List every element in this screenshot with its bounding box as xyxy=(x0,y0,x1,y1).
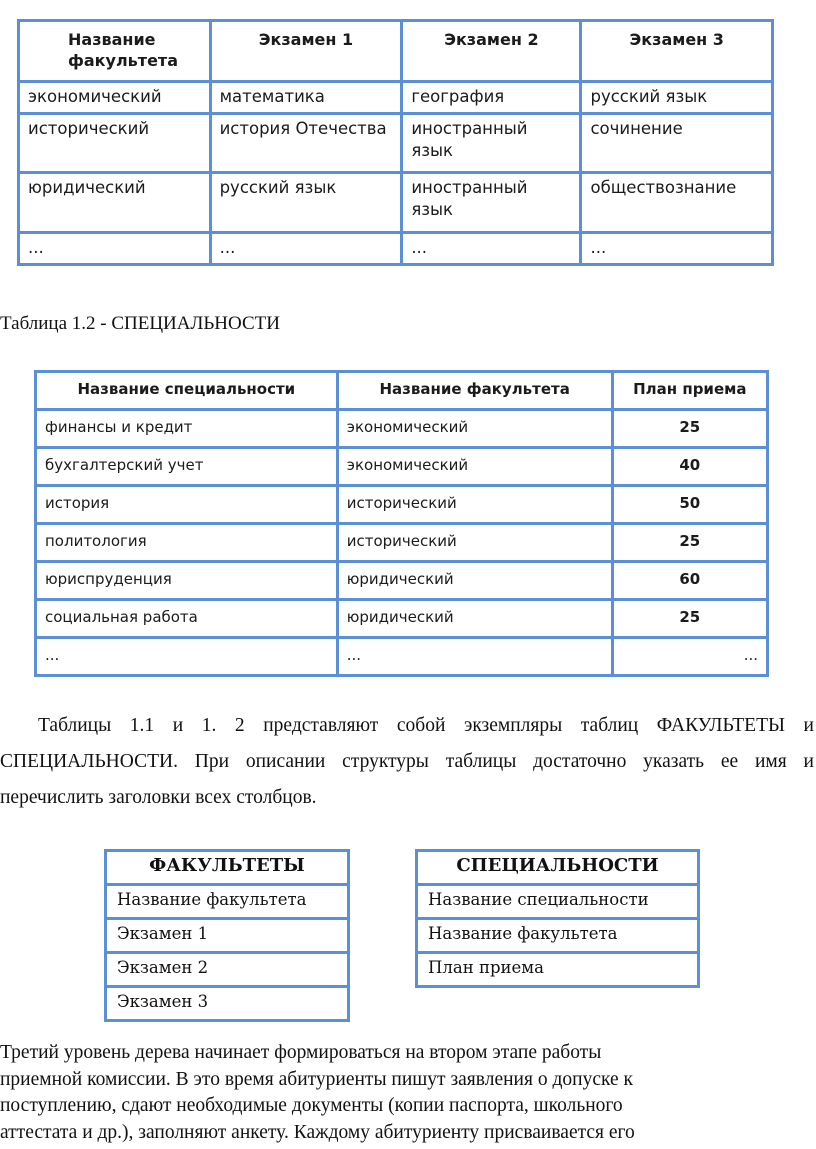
table-cell: политология xyxy=(36,524,338,562)
table-cell: юридический xyxy=(337,562,612,600)
specialties-schema xyxy=(415,849,700,988)
table-cell: бухгалтерский учет xyxy=(36,448,338,486)
table-cell: 40 xyxy=(612,448,767,486)
table-cell: история xyxy=(36,486,338,524)
table-row xyxy=(36,486,768,524)
paragraph-line: аттестата и др.), заполняют анкету. Каждому абитуриенту присваивается его xyxy=(0,1121,635,1143)
table-cell: социальная работа xyxy=(36,600,338,638)
schema-field: Название факультета xyxy=(417,919,699,953)
table-cell: исторический xyxy=(337,486,612,524)
table-cell: экономический xyxy=(337,448,612,486)
table-cell: обществознание xyxy=(581,173,773,233)
table-row xyxy=(36,562,768,600)
table-cell: сочинение xyxy=(581,114,773,173)
paragraph-text: Таблицы 1.1 и 1. 2 представляют собой экземпляры таблиц ФАКУЛЬТЕТЫ и СПЕЦИАЛЬНОСТИ. При описании структуры таблицы достаточно указать ее имя и перечислить заголовки всех столбцов. xyxy=(0,715,814,808)
table-cell: история Отечества xyxy=(210,114,402,173)
table-cell: 25 xyxy=(612,524,767,562)
paragraph-line: приемной комиссии. В это время абитуриенты пишут заявления о допуске к xyxy=(0,1068,633,1090)
table-cell: финансы и кредит xyxy=(36,410,338,448)
table-cell: русский язык xyxy=(581,82,773,114)
faculties-header-exam2: Экзамен 2 xyxy=(402,21,581,82)
table-cell: ... xyxy=(581,233,773,265)
schema-field: Название факультета xyxy=(106,885,349,919)
faculties-table xyxy=(17,19,774,266)
table-cell: экономический xyxy=(19,82,211,114)
body-paragraph xyxy=(0,708,814,816)
table-row xyxy=(19,173,773,233)
faculties-header-name: Название факультета xyxy=(19,21,211,82)
specialties-table-caption: Таблица 1.2 - СПЕЦИАЛЬНОСТИ xyxy=(0,313,280,334)
specialties-header-faculty: Название факультета xyxy=(337,372,612,410)
schema-field: Название специальности xyxy=(417,885,699,919)
table-cell: география xyxy=(402,82,581,114)
table-cell: ... xyxy=(402,233,581,265)
table-cell: юриспруденция xyxy=(36,562,338,600)
faculties-header-row xyxy=(19,21,773,82)
table-cell: иностранный язык xyxy=(402,173,581,233)
specialties-header-row xyxy=(36,372,768,410)
specialties-table xyxy=(34,370,769,677)
table-cell: ... xyxy=(19,233,211,265)
table-cell: юридический xyxy=(19,173,211,233)
table-cell: иностранный язык xyxy=(402,114,581,173)
table-row xyxy=(36,638,768,676)
faculties-header-exam3: Экзамен 3 xyxy=(581,21,773,82)
table-row xyxy=(36,600,768,638)
table-row xyxy=(36,524,768,562)
table-cell: математика xyxy=(210,82,402,114)
table-cell: исторический xyxy=(19,114,211,173)
closing-paragraph xyxy=(0,1040,800,1146)
table-cell: юридический xyxy=(337,600,612,638)
specialties-header-name: Название специальности xyxy=(36,372,338,410)
table-cell: ... xyxy=(36,638,338,676)
table-cell: экономический xyxy=(337,410,612,448)
table-cell: 60 xyxy=(612,562,767,600)
schema-field: Экзамен 2 xyxy=(106,953,349,987)
table-cell: исторический xyxy=(337,524,612,562)
schema-field: Экзамен 3 xyxy=(106,987,349,1021)
table-cell: 50 xyxy=(612,486,767,524)
table-row xyxy=(19,82,773,114)
table-cell: русский язык xyxy=(210,173,402,233)
table-cell: 25 xyxy=(612,410,767,448)
schema-field: План приема xyxy=(417,953,699,987)
table-cell: 25 xyxy=(612,600,767,638)
faculties-schema xyxy=(104,849,350,1022)
table-cell: ... xyxy=(612,638,767,676)
schema-title: СПЕЦИАЛЬНОСТИ xyxy=(417,851,699,885)
paragraph-line: поступлению, сдают необходимые документы (копии паспорта, школьного xyxy=(0,1095,623,1116)
schema-field: Экзамен 1 xyxy=(106,919,349,953)
table-cell: ... xyxy=(210,233,402,265)
table-row xyxy=(19,233,773,265)
table-row xyxy=(36,410,768,448)
faculties-header-exam1: Экзамен 1 xyxy=(210,21,402,82)
paragraph-line: Третий уровень дерева начинает формироваться на втором этапе работы xyxy=(0,1042,602,1063)
table-row xyxy=(36,448,768,486)
specialties-header-plan: План приема xyxy=(612,372,767,410)
schema-title: ФАКУЛЬТЕТЫ xyxy=(106,851,349,885)
table-row xyxy=(19,114,773,173)
table-cell: ... xyxy=(337,638,612,676)
